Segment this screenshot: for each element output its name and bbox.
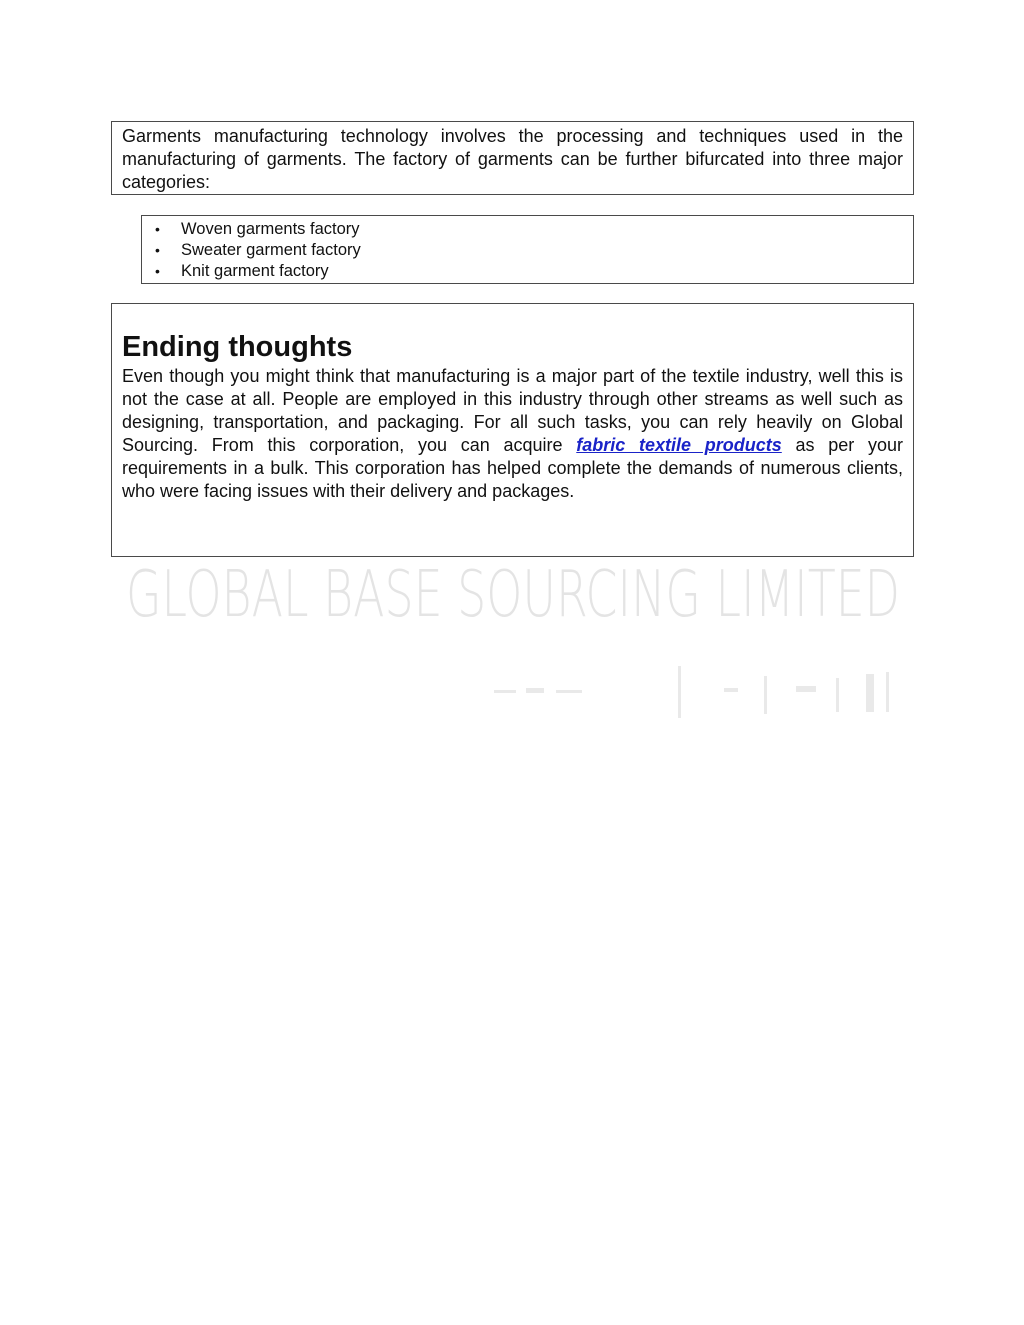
factory-list bbox=[142, 219, 913, 282]
watermark-text: GLOBAL BASE SOURCING LIMITED bbox=[126, 558, 900, 632]
list-item-label: Knit garment factory bbox=[181, 262, 329, 280]
intro-box bbox=[111, 121, 914, 195]
bullet-icon: • bbox=[155, 263, 160, 279]
watermark-logo bbox=[124, 548, 914, 738]
bullet-icon: • bbox=[155, 221, 160, 237]
list-item bbox=[142, 240, 913, 261]
intro-paragraph: Garments manufacturing technology involves the processing and techniques used in the manufacturing of garments. The factory of garments can be further bifurcated into three major categories: bbox=[122, 126, 903, 192]
list-item bbox=[142, 261, 913, 282]
section-heading: Ending thoughts bbox=[122, 331, 353, 363]
list-item-label: Woven garments factory bbox=[181, 220, 360, 238]
fabric-textile-products-link[interactable]: fabric textile products bbox=[576, 435, 782, 455]
ending-text-before-link: Even though you might think that manufacturing is a major part of the textile industry, well this is not the case at all. People are employed in this industry through other streams as well such as designing, transportation, and packaging. For all such tasks, you can rely heavily on Global Sourcing. From this corporation, you can acquire bbox=[122, 366, 903, 455]
ending-paragraph bbox=[122, 365, 903, 503]
ending-thoughts-box bbox=[111, 303, 914, 557]
list-item bbox=[142, 219, 913, 240]
bullet-icon: • bbox=[155, 242, 160, 258]
ending-text-after-link: as per your requirements in a bulk. This corporation has helped complete the demands of numerous clients, who were facing issues with their delivery and packages. bbox=[122, 435, 904, 501]
list-item-label: Sweater garment factory bbox=[181, 241, 361, 259]
factory-list-box bbox=[141, 215, 914, 284]
watermark-lower-mark bbox=[494, 666, 889, 718]
